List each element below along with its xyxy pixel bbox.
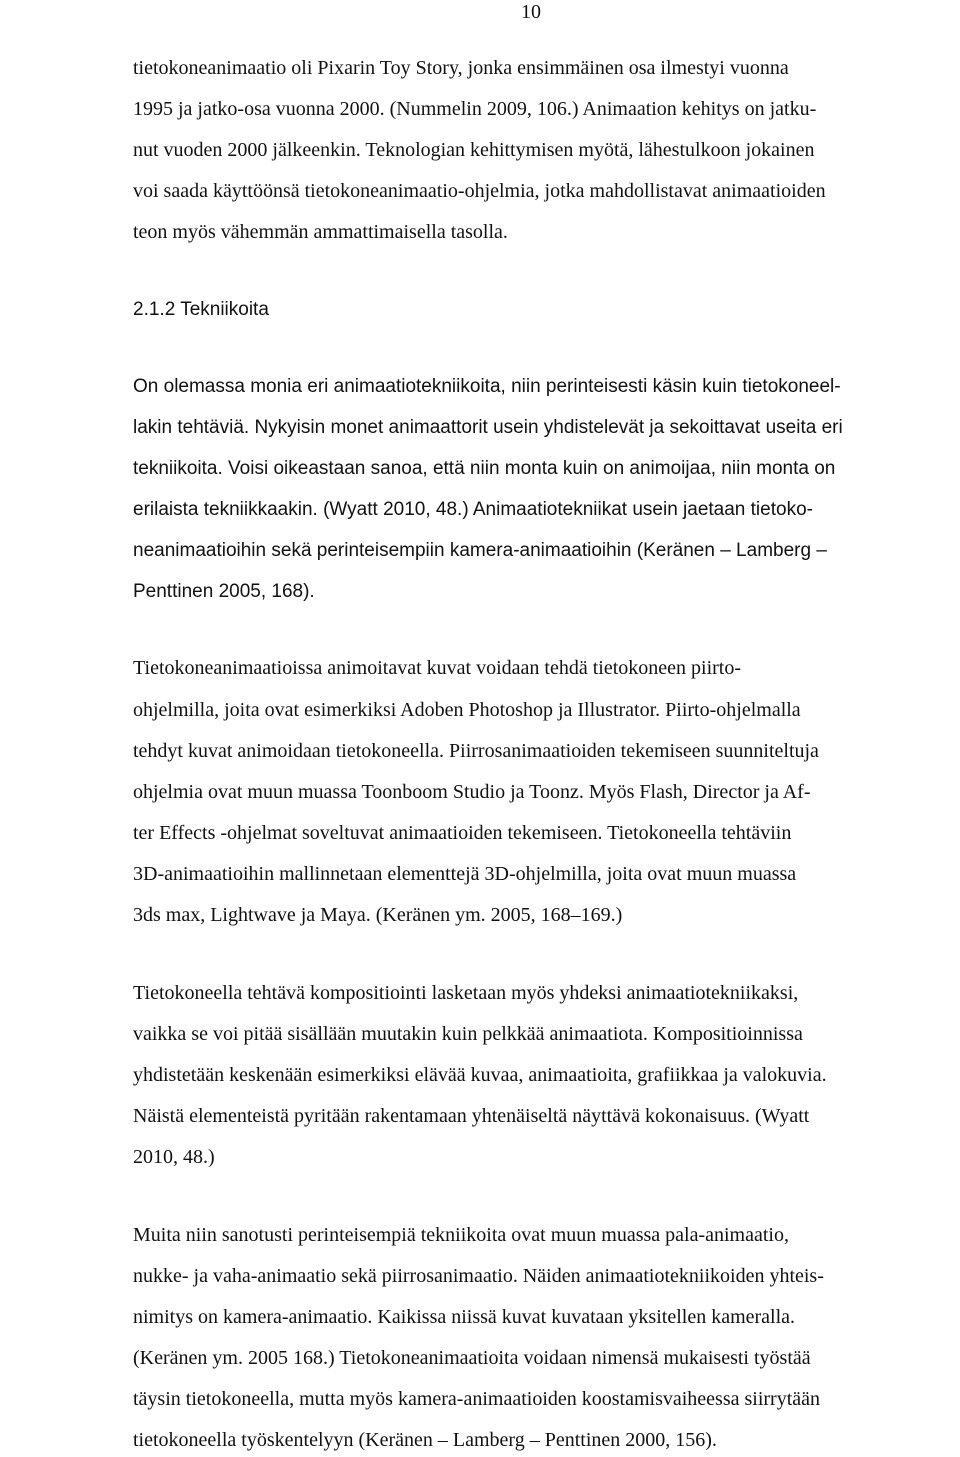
paragraph-line: lakin tehtäviä. Nykyisin monet animaattorit usein yhdistelevät ja sekoittavat useita eri [133,417,843,438]
paragraph-line: täysin tietokoneella, mutta myös kamera-animaatioiden koostamisvaiheessa siirrytään [133,1388,821,1410]
paragraph-line: tietokoneella työskentelyyn (Keränen – Lamberg – Penttinen 2000, 156). [133,1429,717,1451]
paragraph-line: tekniikoita. Voisi oikeastaan sanoa, että niin monta kuin on animoijaa, niin monta on [133,458,836,479]
intro-line: voi saada käyttöönsä tietokoneanimaatio-ohjelmia, jotka mahdollistavat animaatioiden [133,180,826,202]
paragraph-line: erilaista tekniikkaakin. (Wyatt 2010, 48.) Animaatiotekniikat usein jaetaan tietoko- [133,499,813,520]
paragraph-line: On olemassa monia eri animaatiotekniikoita, niin perinteisesti käsin kuin tietokoneel- [133,376,841,397]
paragraph-line: Tietokoneanimaatioissa animoitavat kuvat voidaan tehdä tietokoneen piirto- [133,657,741,679]
paragraph-line: neanimaatioihin sekä perinteisempiin kamera-animaatioihin (Keränen – Lamberg – [133,540,827,561]
section-heading: 2.1.2 Tekniikoita [133,299,269,320]
paragraph-line: 3D-animaatioihin mallinnetaan elementtejä 3D-ohjelmilla, joita ovat muun muassa [133,863,797,885]
paragraph-line: nimitys on kamera-animaatio. Kaikissa niissä kuvat kuvataan yksitellen kameralla. [133,1306,796,1328]
paragraph-line: nukke- ja vaha-animaatio sekä piirrosanimaatio. Näiden animaatiotekniikoiden yhteis- [133,1265,824,1287]
paragraph-line: Näistä elementeistä pyritään rakentamaan yhtenäiseltä näyttävä kokonaisuus. (Wyatt [133,1105,810,1127]
paragraph-line: Tietokoneella tehtävä kompositiointi lasketaan myös yhdeksi animaatiotekniikaksi, [133,982,799,1004]
paragraph-line: vaikka se voi pitää sisällään muutakin kuin pelkkää animaatiota. Kompositioinnissa [133,1023,803,1045]
paragraph-line: ohjelmilla, joita ovat esimerkiksi Adoben Photoshop ja Illustrator. Piirto-ohjelmalla [133,699,801,721]
page-number: 10 [521,1,541,23]
paragraph-line: Muita niin sanotusti perinteisempiä tekniikoita ovat muun muassa pala-animaatio, [133,1224,789,1246]
intro-line: tietokoneanimaatio oli Pixarin Toy Story, jonka ensimmäinen osa ilmestyi vuonna [133,57,789,79]
paragraph-line: ter Effects -ohjelmat soveltuvat animaatioiden tekemiseen. Tietokoneella tehtäviin [133,822,792,844]
paragraph-line: ohjelmia ovat muun muassa Toonboom Studio ja Toonz. Myös Flash, Director ja Af- [133,781,811,803]
paragraph-line: Penttinen 2005, 168). [133,581,315,602]
paragraph-line: tehdyt kuvat animoidaan tietokoneella. Piirrosanimaatioiden tekemiseen suunniteltuja [133,740,819,762]
paragraph-line: 2010, 48.) [133,1146,215,1168]
paragraph-line: (Keränen ym. 2005 168.) Tietokoneanimaatioita voidaan nimensä mukaisesti työstää [133,1347,811,1369]
intro-line: teon myös vähemmän ammattimaisella tasolla. [133,221,508,243]
intro-line: nut vuoden 2000 jälkeenkin. Teknologian kehittymisen myötä, lähestulkoon jokainen [133,139,815,161]
paragraph-line: yhdistetään keskenään esimerkiksi elävää kuvaa, animaatioita, grafiikkaa ja valokuvia. [133,1064,827,1086]
paragraph-line: 3ds max, Lightwave ja Maya. (Keränen ym. 2005, 168–169.) [133,904,623,926]
intro-line: 1995 ja jatko-osa vuonna 2000. (Nummelin 2009, 106.) Animaation kehitys on jatku- [133,98,817,120]
